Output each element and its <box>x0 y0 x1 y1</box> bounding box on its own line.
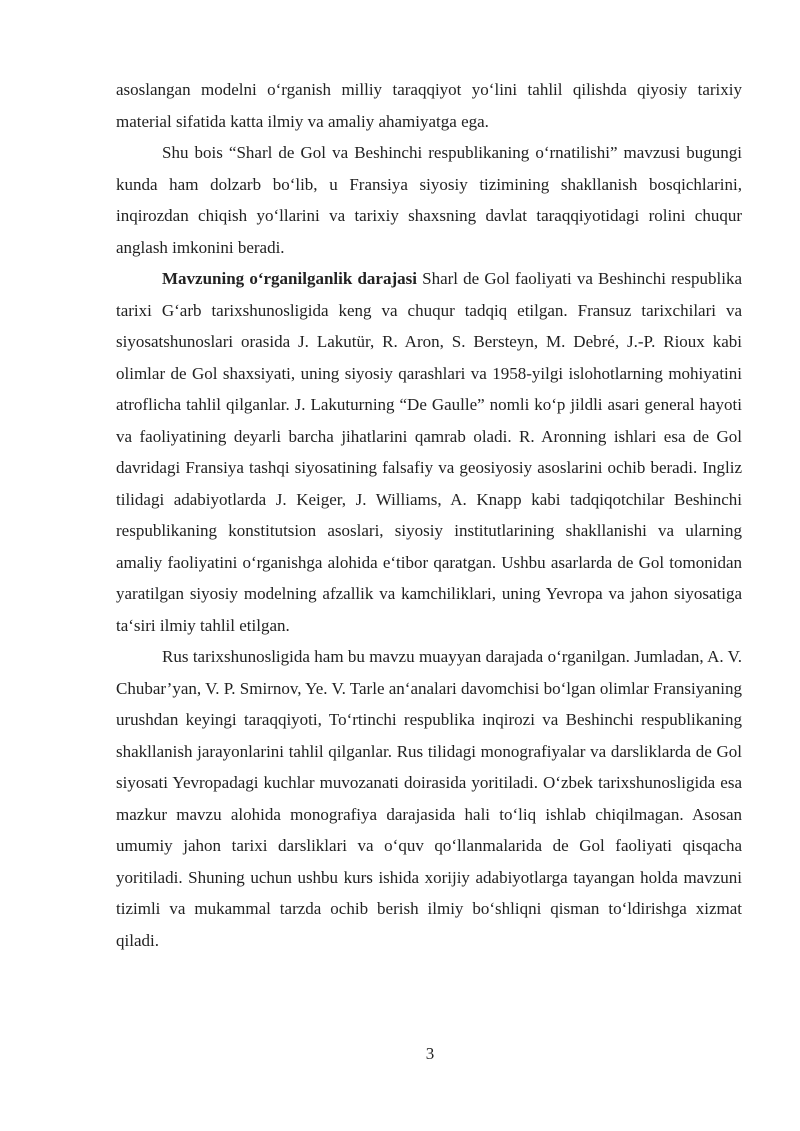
paragraph-russian-historiography <box>116 641 742 956</box>
paragraph-text: Rus tarixshunosligida ham bu mavzu muayyan darajada o‘rganilgan. Jumladan, A. V. Chubar’yan, V. P. Smirnov, Ye. V. Tarle an‘analari davomchisi bo‘lgan olimlar Fransiyaning urushdan keyingi taraqqiyoti, To‘rtinchi respublika inqirozi va Beshinchi respublikaning shakllanish jarayonlarini tahlil qilganlar. Rus tilidagi monografiyalar va darsliklarda de Gol siyosati Yevropadagi kuchlar muvozanati doirasida yoritiladi. O‘zbek tarixshunosligida esa mazkur mavzu alohida monografiya darajasida hali to‘liq ishlab chiqilmagan. Asosan umumiy jahon tarixi darsliklari va o‘quv qo‘llanmalarida de Gol faoliyati qisqacha yoritiladi. Shuning uchun ushbu kurs ishida xorijiy adabiyotlarga tayangan holda mavzuni tizimli va mukammal tarzda ochib berish ilmiy bo‘shliqni qisman to‘ldirishga xizmat qiladi. <box>116 647 742 950</box>
paragraph-text: Sharl de Gol faoliyati va Beshinchi respublika tarixi G‘arb tarixshunosligida keng va chuqur tadqiq etilgan. Fransuz tarixchilari va siyosatshunoslari orasida J. Lakutür, R. Aron, S. Bersteyn, M. Debré, J.-P. Rioux kabi olimlar de Gol shaxsiyati, uning siyosiy qarashlari va 1958-yilgi islohotlarning mohiyatini atroflicha tahlil qilganlar. J. Lakuturning “De Gaulle” nomli ko‘p jildli asari general hayoti va faoliyatining deyarli barcha jihatlarini qamrab oladi. R. Aronning ishlari esa de Gol davridagi Fransiya tashqi siyosatining falsafiy va geosiyosiy asoslarini ochib beradi. Ingliz tilidagi adabiyotlarda J. Keiger, J. Williams, A. Knapp kabi tadqiqotchilar Beshinchi respublikaning konstitutsion asoslari, siyosiy institutlarining shakllanishi va ularning amaliy faoliyatini o‘rganishga alohida e‘tibor qaratgan. Ushbu asarlarda de Gol tomonidan yaratilgan siyosiy modelning afzallik va kamchiliklari, uning Yevropa va jahon siyosatiga ta‘siri ilmiy tahlil etilgan. <box>116 269 742 635</box>
document-body <box>116 74 742 956</box>
paragraph-text: Shu bois “Sharl de Gol va Beshinchi respublikaning o‘rnatilishi” mavzusi bugungi kunda ham dolzarb bo‘lib, u Fransiya siyosiy tizimining shakllanish bosqichlarini, inqirozdan chiqish yo‘llarini va tarixiy shaxsning davlat taraqqiyotidagi rolini chuqur anglash imkonini beradi. <box>116 143 742 257</box>
paragraph-research-degree <box>116 263 742 641</box>
paragraph-heading: Mavzuning o‘rganilganlik darajasi <box>162 269 417 288</box>
paragraph-text: asoslangan modelni o‘rganish milliy taraqqiyot yo‘lini tahlil qilishda qiyosiy tarixiy material sifatida katta ilmiy va amaliy ahamiyatga ega. <box>116 80 742 131</box>
paragraph-intro-continuation <box>116 74 742 137</box>
page-number: 3 <box>425 1044 435 1063</box>
paragraph-relevance <box>116 137 742 263</box>
